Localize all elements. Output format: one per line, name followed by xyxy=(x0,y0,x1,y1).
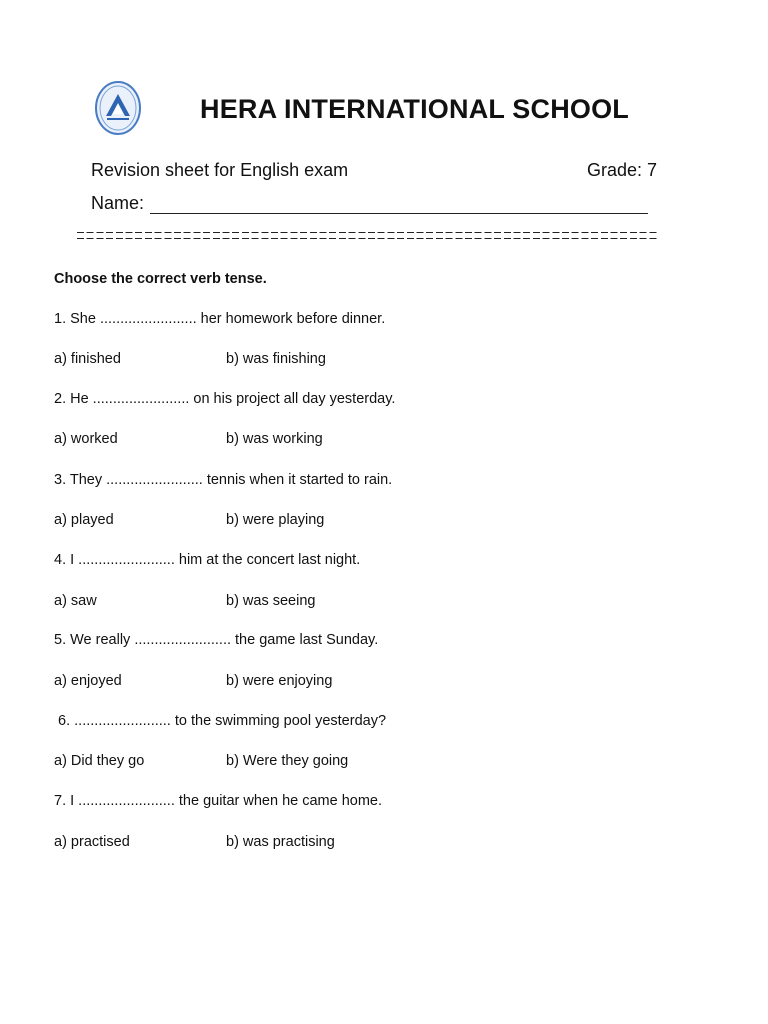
option-a: a) practised xyxy=(54,834,130,850)
option-b: b) was practising xyxy=(226,834,335,850)
option-b: b) was seeing xyxy=(226,593,316,609)
option-a: a) enjoyed xyxy=(54,673,122,689)
sheet-subtitle: Revision sheet for English exam xyxy=(91,160,349,180)
option-b: b) were playing xyxy=(226,512,325,528)
question-text: 1. She ........................ her homework before dinner. xyxy=(54,311,386,327)
option-a: a) finished xyxy=(54,351,121,367)
option-b: b) Were they going xyxy=(226,753,349,769)
question-text: 3. They ........................ tennis when it started to rain. xyxy=(54,472,393,488)
school-name: HERA INTERNATIONAL SCHOOL xyxy=(200,94,629,124)
name-row xyxy=(91,193,648,214)
question-text: 5. We really ........................ the game last Sunday. xyxy=(54,632,379,648)
question-text: 6. ........................ to the swimming pool yesterday? xyxy=(54,713,387,729)
instruction-heading: Choose the correct verb tense. xyxy=(54,271,267,287)
separator-line xyxy=(77,232,657,244)
option-a: a) worked xyxy=(54,431,118,447)
question-text: 7. I ........................ the guitar when he came home. xyxy=(54,793,383,809)
name-blank-line xyxy=(150,195,648,214)
option-b: b) was working xyxy=(226,431,323,447)
option-a: a) Did they go xyxy=(54,753,145,769)
option-a: a) played xyxy=(54,512,114,528)
option-a: a) saw xyxy=(54,593,97,609)
grade-label: Grade: 7 xyxy=(587,160,658,180)
option-b: b) was finishing xyxy=(226,351,326,367)
question-text: 4. I ........................ him at the concert last night. xyxy=(54,552,361,568)
name-label: Name: xyxy=(91,193,145,213)
option-b: b) were enjoying xyxy=(226,673,333,689)
question-text: 2. He ........................ on his project all day yesterday. xyxy=(54,391,396,407)
school-crest-icon xyxy=(94,80,142,136)
